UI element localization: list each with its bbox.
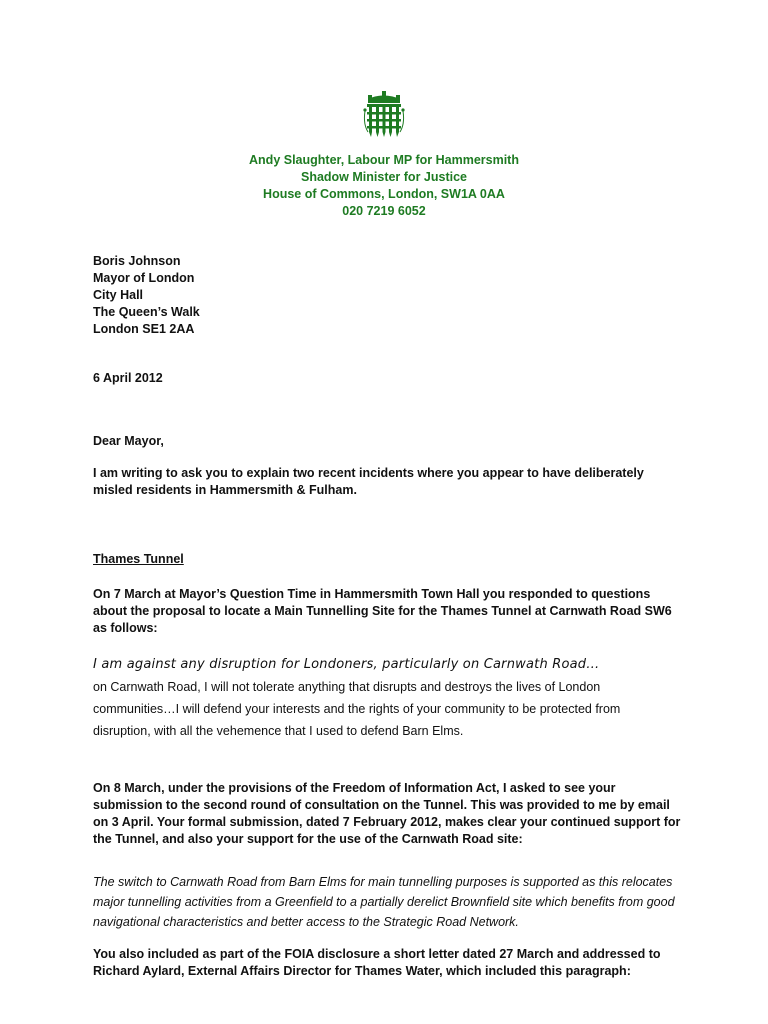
recipient-address [93,253,683,338]
mp-phone: 020 7219 6052 [342,204,426,218]
section-heading: Thames Tunnel [93,552,184,566]
letter-date: 6 April 2012 [93,371,163,385]
recipient-line: Mayor of London [93,271,195,285]
recipient-line: The Queen’s Walk [93,305,200,319]
quote-submission: The switch to Carnwath Road from Barn Elms for main tunnelling purposes is supported as this relocates major tunnelling activities from a Greenfield to a partially derelict Brownfield site which benefits from good navigational characteristics and better access to the Strategic Road Network. [93,875,675,929]
paragraph-letter: You also included as part of the FOIA disclosure a short letter dated 27 March and addressed to Richard Aylard, External Affairs Director for Thames Water, which included this paragraph: [93,947,661,978]
portcullis-crest-icon [362,90,406,140]
mp-name: Andy Slaughter, Labour MP for Hammersmith [249,153,519,167]
recipient-line: City Hall [93,288,144,302]
mp-address: House of Commons, London, SW1A 0AA [263,187,505,201]
paragraph-foia [93,780,683,848]
letterhead [0,152,768,220]
mp-role: Shadow Minister for Justice [300,170,467,184]
paragraph-foia-text: On 8 March, under the provisions of the Freedom of Information Act, I asked to see your submission to the second round of consultation on the Tunnel. This was provided to me by email on 3 April. Your formal submission, dated 7 February 2012, makes clear your continued support for the Tunnel, and also [93,781,681,846]
salutation: Dear Mayor, [93,434,164,448]
quote-plain: on Carnwath Road, I will not tolerate anything that disrupts and destroys the lives of London communities…I will defend your interests and the rights of your community to be protected from disruption, with all the vehemence that I used to defend Barn Elms. [93,680,621,738]
paragraph-mqt: On 7 March at Mayor’s Question Time in Hammersmith Town Hall you responded to questions about the proposal to locate a Main Tunnelling Site for the Thames Tunnel at Carnwath Road SW6 as follows: [93,587,672,635]
paragraph-foia-emphasis: your support for the use of the Carnwath Road site: [216,832,523,846]
recipient-line: Boris Johnson [93,254,181,268]
recipient-line: London SE1 2AA [93,322,195,336]
quote-italic: I am against any disruption for Londoners, particularly on Carnwath Road… [93,657,600,672]
intro-paragraph: I am writing to ask you to explain two recent incidents where you appear to have deliberately misled residents in Hammersmith & Fulham. [93,466,644,497]
